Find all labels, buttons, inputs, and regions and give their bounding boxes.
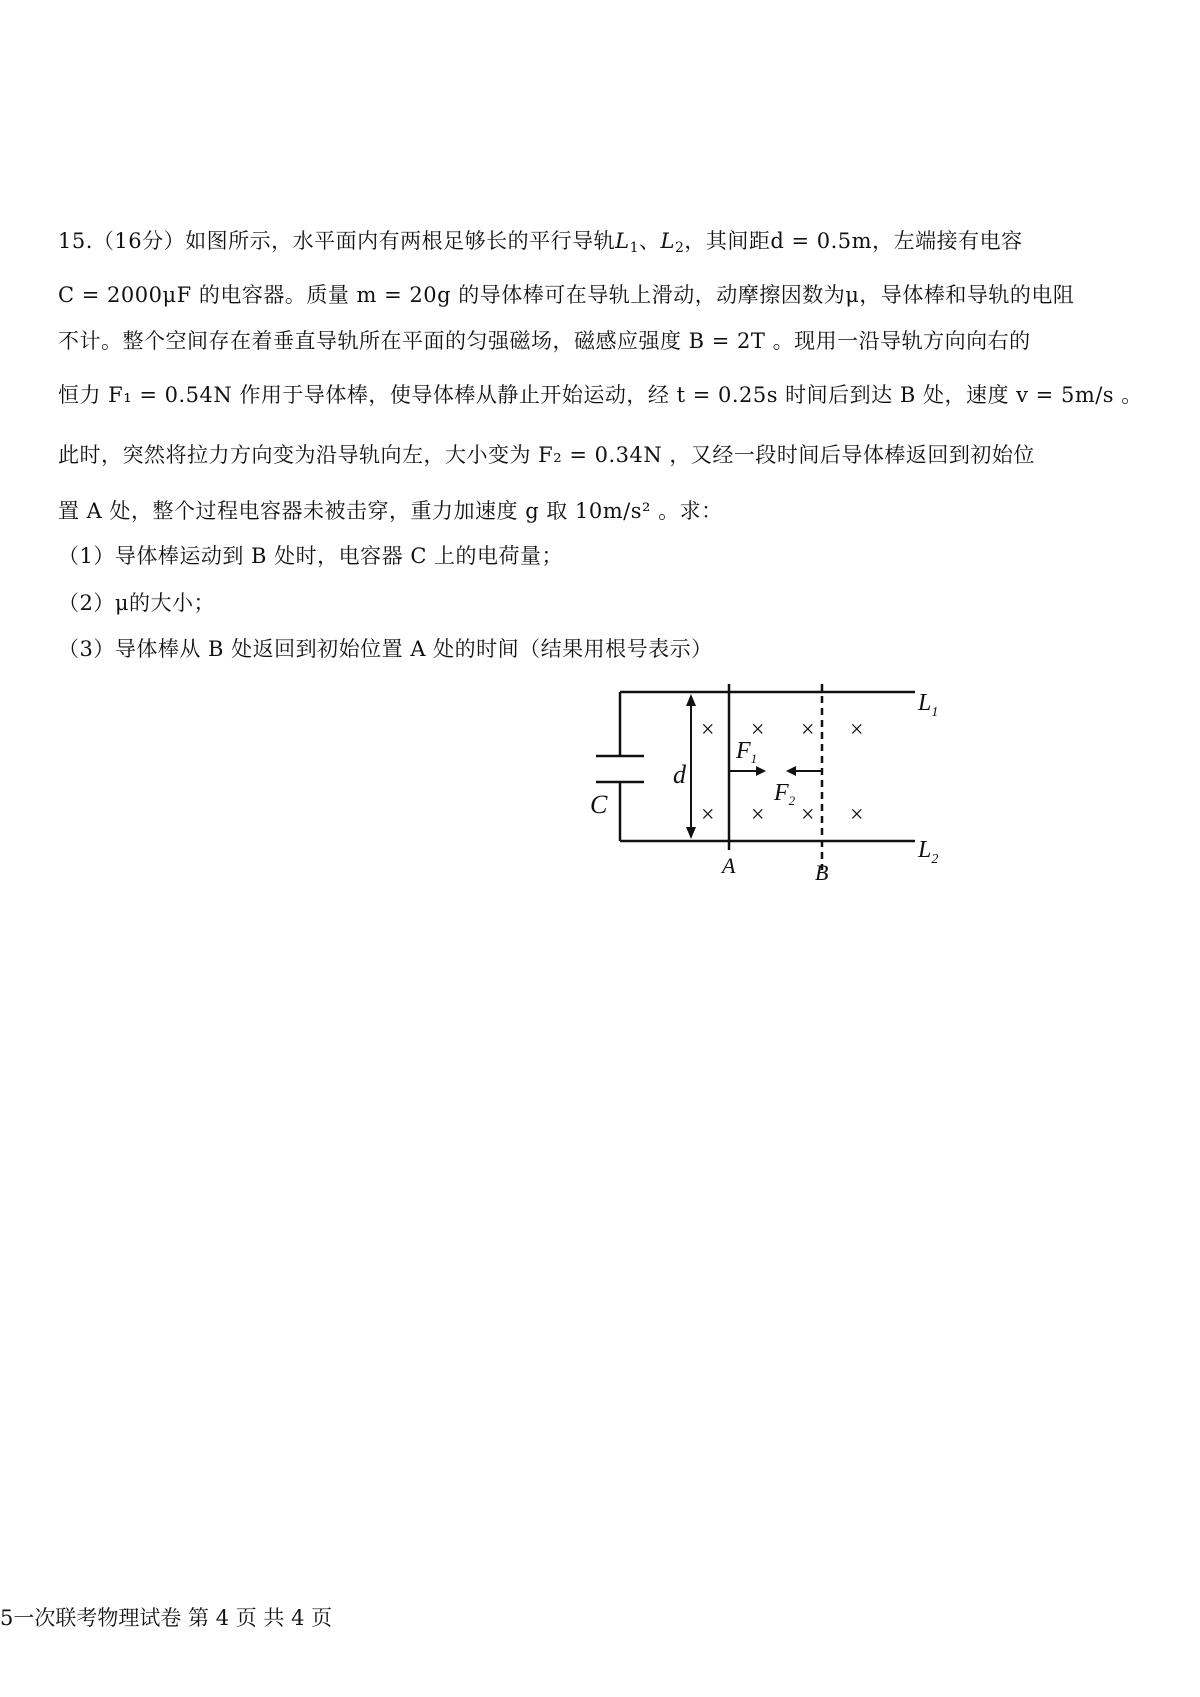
position-a-label: A [722,853,736,878]
question-line-6: 置 A 处，整个过程电容器未被击穿，重力加速度 g 取 10m/s² 。求： [58,499,723,523]
question-line-5: 此时，突然将拉力方向变为沿导轨向左，大小变为 F₂ = 0.34N ，又经一段时间后导体棒返回到初始位 [58,443,1035,467]
rail-l1-label: $L_1$ [918,690,939,720]
question-spacing-text: ，其间距 [684,229,771,253]
field-cross: × [850,717,864,743]
rail-l2-name: L [660,229,675,253]
field-cross: × [801,802,815,828]
question-capacitor-text: ，左端接有电容 [872,229,1023,253]
field-cross: × [850,802,864,828]
field-cross: × [701,717,715,743]
spacing-arrow-head-bottom [686,827,696,839]
rail-l2-subscript: 2 [674,240,685,256]
spacing-value: d = 0.5m [770,229,873,253]
spacing-arrow-head-top [686,694,696,706]
field-cross: × [701,802,715,828]
circuit-figure [560,670,980,900]
force-f1-label: $F_1$ [736,738,758,766]
question-line-4: 恒力 F₁ = 0.54N 作用于导体棒，使导体棒从静止开始运动，经 t = 0.25s 时间后到达 B 处，速度 v = 5m/s 。 [58,383,1143,407]
field-cross: × [801,717,815,743]
force-f1-arrow-head [756,766,766,776]
spacing-label: d [673,760,686,789]
sub-question-2: （2）μ的大小； [58,591,216,615]
position-b-label: B [815,860,829,885]
field-cross: × [751,717,765,743]
sub-question-3: （3）导体棒从 B 处返回到初始位置 A 处的时间（结果用根号表示） [58,637,713,661]
separator: 、 [639,229,661,253]
rail-l2-label: $L_2$ [918,837,939,867]
question-line-2: C = 2000μF 的电容器。质量 m = 20g 的导体棒可在导轨上滑动，动摩擦因数为μ，导体棒和导轨的电阻 [58,283,1075,307]
force-f2-label: $F_2$ [774,780,796,808]
question-line-3: 不计。整个空间存在着垂直导轨所在平面的匀强磁场，磁感应强度 B = 2T 。现用一沿导轨方向向右的 [58,329,1031,353]
field-cross: × [751,802,765,828]
question-intro: 15.（16分）如图所示，水平面内有两根足够长的平行导轨 [58,229,616,253]
question-line-1 [58,225,1023,256]
rail-l1-subscript: 1 [629,240,639,256]
page-footer: 5一次联考物理试卷 第 4 页 共 4 页 [0,1606,333,1630]
rail-l1-name: L [615,229,630,253]
capacitor-label: C [590,790,608,819]
sub-question-1: （1）导体棒运动到 B 处时，电容器 C 上的电荷量； [58,544,564,568]
force-f2-arrow-head [786,766,796,776]
